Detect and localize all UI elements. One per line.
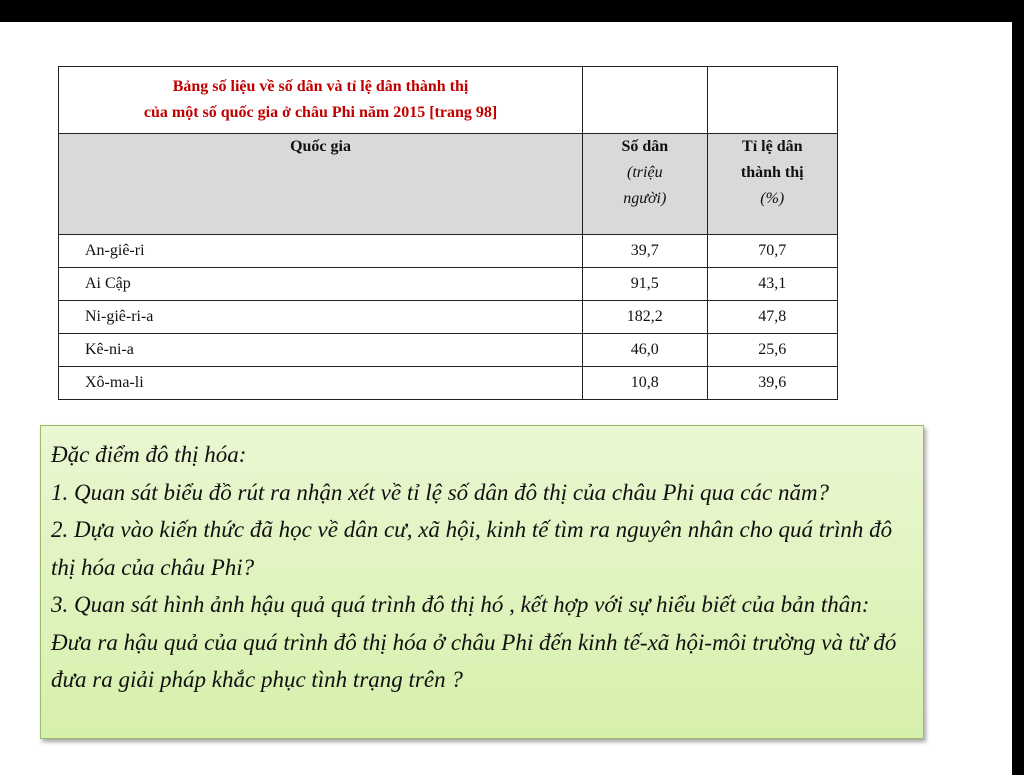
population-cell: 46,0	[583, 334, 707, 367]
header-country	[59, 134, 583, 235]
table-title-line2: của một số quốc gia ở châu Phi năm 2015 [trang 98]	[143, 104, 498, 121]
country-cell: Ai Cập	[59, 268, 583, 301]
table-row	[59, 268, 838, 301]
country-cell: Kê-ni-a	[59, 334, 583, 367]
population-cell: 39,7	[583, 235, 707, 268]
urban-rate-cell: 39,6	[707, 367, 837, 400]
header-population-label: Số dân	[621, 138, 669, 155]
urbanization-questions-box	[40, 425, 924, 739]
table-row	[59, 367, 838, 400]
population-cell: 91,5	[583, 268, 707, 301]
header-urban-unit: (%)	[760, 190, 785, 207]
empty-title-cell	[707, 67, 837, 134]
table-title	[59, 67, 583, 134]
population-cell: 182,2	[583, 301, 707, 334]
urban-rate-cell: 43,1	[707, 268, 837, 301]
header-population	[583, 134, 707, 235]
header-urban-line1: Tỉ lệ dân	[742, 138, 803, 155]
table-header-row	[59, 134, 838, 235]
question-2: 2. Dựa vào kiến thức đã học về dân cư, xã hội, kinh tế tìm ra nguyên nhân cho quá trình đô thị hóa của châu Phi?	[51, 517, 893, 580]
empty-title-cell	[583, 67, 707, 134]
question-3: 3. Quan sát hình ảnh hậu quả quá trình đô thị hó , kết hợp với sự hiểu biết của bản thân: Đưa ra hậu quả của quá trình đô thị hóa ở châu Phi đến kinh tế-xã hội-môi trường và từ đó đưa ra giải pháp khắc phục tình trạng trên ?	[51, 592, 897, 692]
urban-rate-cell: 70,7	[707, 235, 837, 268]
header-population-unit1: (triệu	[627, 164, 663, 181]
note-heading: Đặc điểm đô thị hóa:	[51, 442, 247, 467]
population-table	[58, 66, 838, 400]
header-population-unit2: người)	[623, 190, 667, 207]
table-row	[59, 235, 838, 268]
urban-rate-cell: 25,6	[707, 334, 837, 367]
table-row	[59, 334, 838, 367]
right-black-border	[1012, 0, 1024, 775]
country-cell: Xô-ma-li	[59, 367, 583, 400]
question-1: 1. Quan sát biểu đồ rút ra nhận xét về tỉ lệ số dân đô thị của châu Phi qua các năm?	[51, 479, 830, 505]
header-urban	[707, 134, 837, 235]
country-cell: Ni-giê-ri-a	[59, 301, 583, 334]
urban-rate-cell: 47,8	[707, 301, 837, 334]
table-row	[59, 301, 838, 334]
population-cell: 10,8	[583, 367, 707, 400]
country-cell: An-giê-ri	[59, 235, 583, 268]
top-black-border	[0, 0, 1024, 22]
table-title-row	[59, 67, 838, 134]
header-urban-line2: thành thị	[740, 164, 804, 181]
header-country-label: Quốc gia	[290, 138, 351, 155]
table-title-line1: Bảng số liệu về số dân và tỉ lệ dân thành thị	[172, 78, 469, 95]
